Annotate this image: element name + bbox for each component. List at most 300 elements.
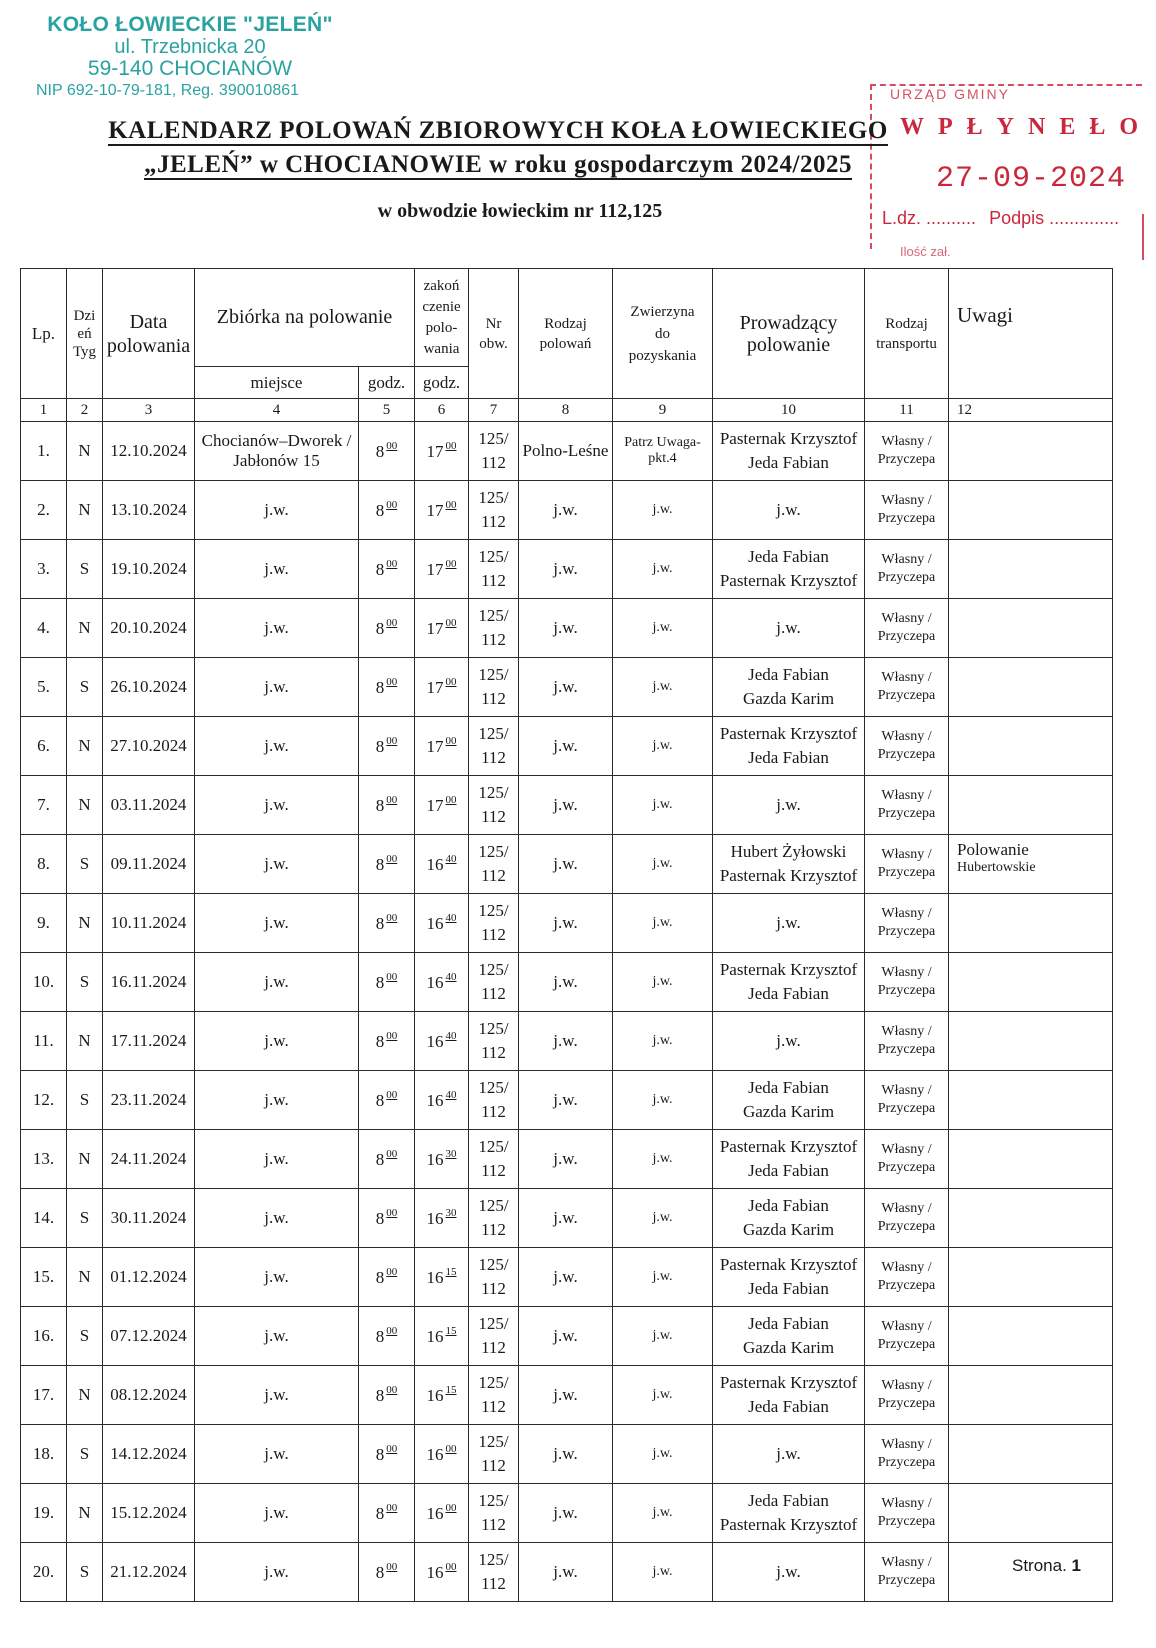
row-date: 15.12.2024: [103, 1484, 195, 1543]
header-leader-l1: Prowadzący: [739, 311, 838, 334]
row-end-time-minutes: 00: [445, 1443, 457, 1455]
row-day: N: [67, 894, 103, 953]
row-district-b: 112: [481, 748, 506, 767]
document-subtitle: w obwodzie łowieckim nr 112,125: [377, 200, 663, 222]
row-start-time-minutes: 00: [386, 440, 398, 452]
header-end-l1: zakoń: [423, 277, 460, 294]
row-leader-1: Jeda Fabian: [748, 1196, 829, 1215]
header-date: [103, 269, 195, 399]
row-district: [469, 540, 519, 599]
header-transport-l1: Rodzaj: [885, 315, 928, 332]
header-date-l1: Data: [129, 310, 168, 333]
row-kind: j.w.: [519, 1071, 613, 1130]
row-district: [469, 1130, 519, 1189]
row-start-time-hour: 8: [375, 619, 385, 638]
row-district-b: 112: [481, 1338, 506, 1357]
row-district: [469, 1425, 519, 1484]
col-number: 9: [613, 399, 713, 422]
header-notes: Uwagi: [949, 269, 1113, 399]
row-lp: 7.: [21, 776, 67, 835]
row-start-time: [359, 1071, 415, 1130]
row-start-time: [359, 717, 415, 776]
row-end-time-minutes: 00: [445, 440, 457, 452]
row-end-time: [415, 894, 469, 953]
row-district-a: 125/: [478, 1373, 509, 1392]
row-lp: 12.: [21, 1071, 67, 1130]
office-stamp-header: URZĄD GMINY: [890, 86, 1010, 102]
row-date: 03.11.2024: [103, 776, 195, 835]
row-end-time: [415, 717, 469, 776]
row-place: j.w.: [195, 1425, 359, 1484]
row-start-time: [359, 776, 415, 835]
row-district: [469, 422, 519, 481]
row-game: Patrz Uwaga- pkt.4: [613, 422, 713, 481]
row-district-a: 125/: [478, 1314, 509, 1333]
row-district-b: 112: [481, 689, 506, 708]
row-end-time-hour: 16: [426, 1327, 444, 1346]
row-end-time-hour: 17: [426, 737, 444, 756]
row-start-time-hour: 8: [375, 855, 385, 874]
row-date: 19.10.2024: [103, 540, 195, 599]
row-leader-2: Jeda Fabian: [748, 1279, 829, 1298]
row-start-time-minutes: 00: [386, 558, 398, 570]
row-date: 09.11.2024: [103, 835, 195, 894]
club-stamp: [36, 13, 340, 102]
row-notes: [949, 540, 1113, 599]
row-district: [469, 1248, 519, 1307]
row-district-b: 112: [481, 1397, 506, 1416]
header-day: [67, 269, 103, 399]
header-transport-l2: transportu: [876, 335, 937, 352]
row-kind: j.w.: [519, 1189, 613, 1248]
row-end-time-minutes: 00: [445, 1561, 457, 1573]
row-notes: [949, 1189, 1113, 1248]
row-leader-1: j.w.: [776, 795, 801, 814]
row-kind: j.w.: [519, 1248, 613, 1307]
table-row: [21, 1130, 1113, 1189]
row-start-time-minutes: 00: [386, 617, 398, 629]
row-leader: [713, 717, 865, 776]
row-notes: [949, 1012, 1113, 1071]
row-end-time-hour: 16: [426, 973, 444, 992]
row-place: j.w.: [195, 1248, 359, 1307]
row-end-time-hour: 16: [426, 1268, 444, 1287]
row-transport: Własny / Przyczepa: [865, 599, 949, 658]
row-district-a: 125/: [478, 1432, 509, 1451]
row-game: j.w.: [613, 1248, 713, 1307]
row-notes: [949, 599, 1113, 658]
header-game-l2: do: [655, 325, 670, 342]
row-end-time-hour: 17: [426, 678, 444, 697]
row-place: j.w.: [195, 835, 359, 894]
row-district: [469, 658, 519, 717]
row-start-time-hour: 8: [375, 1445, 385, 1464]
row-district-b: 112: [481, 1279, 506, 1298]
row-notes: [949, 776, 1113, 835]
row-end-time: [415, 1366, 469, 1425]
table-row: [21, 835, 1113, 894]
row-transport: Własny / Przyczepa: [865, 1366, 949, 1425]
row-place: j.w.: [195, 1071, 359, 1130]
row-transport: Własny / Przyczepa: [865, 1071, 949, 1130]
row-lp: 1.: [21, 422, 67, 481]
row-district-b: 112: [481, 1515, 506, 1534]
header-kind: [519, 269, 613, 399]
row-lp: 2.: [21, 481, 67, 540]
row-game: j.w.: [613, 717, 713, 776]
row-end-time-minutes: 30: [445, 1207, 457, 1219]
col-number: 10: [713, 399, 865, 422]
row-end-time-minutes: 40: [445, 912, 457, 924]
row-end-time: [415, 1130, 469, 1189]
table-row: [21, 1425, 1113, 1484]
row-kind: j.w.: [519, 1307, 613, 1366]
title-line-2: „JELEŃ” w CHOCIANOWIE w roku gospodarczym 2024/2025: [144, 151, 852, 178]
col-number: 5: [359, 399, 415, 422]
row-district-b: 112: [481, 1161, 506, 1180]
header-lp: Lp.: [21, 269, 67, 399]
row-leader-1: Jeda Fabian: [748, 1078, 829, 1097]
row-notes: [949, 1248, 1113, 1307]
row-kind: j.w.: [519, 481, 613, 540]
row-notes: [949, 953, 1113, 1012]
row-day: N: [67, 1248, 103, 1307]
header-kind-l1: Rodzaj: [544, 315, 587, 332]
row-lp: 17.: [21, 1366, 67, 1425]
row-start-time-hour: 8: [375, 1327, 385, 1346]
row-start-time-minutes: 00: [386, 794, 398, 806]
row-game: j.w.: [613, 658, 713, 717]
row-leader: [713, 540, 865, 599]
row-lp: 5.: [21, 658, 67, 717]
row-end-time-minutes: 30: [445, 1148, 457, 1160]
row-notes-2: Hubertowskie: [957, 860, 1036, 875]
header-end-l2: czenie: [422, 298, 461, 315]
row-leader-2: Gazda Karim: [742, 1102, 835, 1121]
header-game-l3: pozyskania: [628, 347, 697, 364]
row-end-time: [415, 1012, 469, 1071]
row-lp: 19.: [21, 1484, 67, 1543]
row-notes: [949, 658, 1113, 717]
row-end-time-minutes: 00: [445, 676, 457, 688]
table-row: [21, 1248, 1113, 1307]
row-district: [469, 481, 519, 540]
header-game: [613, 269, 713, 399]
row-game: j.w.: [613, 540, 713, 599]
row-date: 14.12.2024: [103, 1425, 195, 1484]
row-game: j.w.: [613, 953, 713, 1012]
row-leader-1: j.w.: [776, 1562, 801, 1581]
club-stamp-city: 59-140 CHOCIANÓW: [87, 57, 293, 80]
table-row: [21, 1012, 1113, 1071]
row-leader: [713, 894, 865, 953]
row-end-time: [415, 953, 469, 1012]
header-day-l1: Dzi: [73, 307, 96, 324]
row-notes: [949, 422, 1113, 481]
row-start-time: [359, 599, 415, 658]
table-row: [21, 717, 1113, 776]
row-leader-1: Jeda Fabian: [748, 1491, 829, 1510]
schedule-rows: [21, 422, 1113, 1602]
row-end-time-hour: 17: [426, 619, 444, 638]
row-district: [469, 1189, 519, 1248]
header-game-l1: Zwierzyna: [630, 303, 695, 320]
header-date-l2: polowania: [106, 334, 191, 357]
row-district-b: 112: [481, 925, 506, 944]
row-end-time-minutes: 00: [445, 558, 457, 570]
row-district-b: 112: [481, 807, 506, 826]
row-start-time: [359, 1248, 415, 1307]
row-day: N: [67, 1366, 103, 1425]
row-end-time: [415, 1071, 469, 1130]
header-end-hour: godz.: [415, 367, 469, 399]
row-day: S: [67, 835, 103, 894]
row-district: [469, 1307, 519, 1366]
table-row: [21, 1189, 1113, 1248]
row-leader: [713, 1189, 865, 1248]
row-district-a: 125/: [478, 1019, 509, 1038]
row-start-time-hour: 8: [375, 1209, 385, 1228]
header-leader-l2: polowanie: [746, 333, 831, 356]
row-transport: Własny / Przyczepa: [865, 776, 949, 835]
row-lp: 16.: [21, 1307, 67, 1366]
row-district-a: 125/: [478, 606, 509, 625]
row-kind: j.w.: [519, 894, 613, 953]
table-row: [21, 776, 1113, 835]
row-end-time-hour: 17: [426, 560, 444, 579]
row-kind: j.w.: [519, 1366, 613, 1425]
row-leader-2: Pasternak Krzysztof: [719, 866, 858, 885]
row-kind: j.w.: [519, 1425, 613, 1484]
row-start-time: [359, 1484, 415, 1543]
row-lp: 18.: [21, 1425, 67, 1484]
row-place: j.w.: [195, 481, 359, 540]
row-end-time-hour: 16: [426, 1445, 444, 1464]
row-leader-2: Jeda Fabian: [748, 748, 829, 767]
row-leader-1: j.w.: [776, 500, 801, 519]
row-place: j.w.: [195, 599, 359, 658]
row-leader-1: j.w.: [776, 913, 801, 932]
row-lp: 4.: [21, 599, 67, 658]
row-leader: [713, 481, 865, 540]
row-day: S: [67, 540, 103, 599]
row-start-time-minutes: 00: [386, 1089, 398, 1101]
row-leader: [713, 1071, 865, 1130]
row-transport: Własny / Przyczepa: [865, 953, 949, 1012]
row-transport: Własny / Przyczepa: [865, 481, 949, 540]
row-leader-1: Pasternak Krzysztof: [719, 1137, 858, 1156]
row-notes: [949, 835, 1113, 894]
row-end-time-hour: 16: [426, 1563, 444, 1582]
row-end-time: [415, 422, 469, 481]
row-date: 27.10.2024: [103, 717, 195, 776]
row-day: S: [67, 658, 103, 717]
row-day: N: [67, 599, 103, 658]
row-end-time-minutes: 40: [445, 1089, 457, 1101]
col-number: 11: [865, 399, 949, 422]
row-date: 12.10.2024: [103, 422, 195, 481]
stamp-border-right: [1142, 214, 1144, 260]
row-end-time-hour: 16: [426, 1032, 444, 1051]
row-start-time-minutes: 00: [386, 1561, 398, 1573]
row-lp: 10.: [21, 953, 67, 1012]
col-number: 8: [519, 399, 613, 422]
row-leader-1: Pasternak Krzysztof: [719, 960, 858, 979]
row-district-b: 112: [481, 1220, 506, 1239]
row-district-a: 125/: [478, 665, 509, 684]
header-nr: [469, 269, 519, 399]
row-leader-2: Jeda Fabian: [748, 453, 829, 472]
office-stamp-date: 27-09-2024: [936, 162, 1127, 196]
row-notes: [949, 1425, 1113, 1484]
row-start-time-minutes: 00: [386, 676, 398, 688]
row-district-b: 112: [481, 1456, 506, 1475]
club-stamp-nip: NIP 692-10-79-181, Reg. 390010861: [36, 82, 300, 99]
row-leader-1: j.w.: [776, 1444, 801, 1463]
row-leader: [713, 1543, 865, 1602]
row-kind: j.w.: [519, 658, 613, 717]
row-date: 07.12.2024: [103, 1307, 195, 1366]
row-transport: Własny / Przyczepa: [865, 1130, 949, 1189]
col-number: 6: [415, 399, 469, 422]
row-start-time-hour: 8: [375, 1386, 385, 1405]
row-end-time: [415, 1425, 469, 1484]
row-transport: Własny / Przyczepa: [865, 422, 949, 481]
row-end-time-minutes: 00: [445, 617, 457, 629]
row-start-time: [359, 1543, 415, 1602]
row-district: [469, 1366, 519, 1425]
row-start-time-hour: 8: [375, 1563, 385, 1582]
row-date: 20.10.2024: [103, 599, 195, 658]
row-game: j.w.: [613, 1484, 713, 1543]
row-end-time-hour: 17: [426, 442, 444, 461]
row-day: S: [67, 1307, 103, 1366]
row-start-time-minutes: 00: [386, 1443, 398, 1455]
title-line-1: KALENDARZ POLOWAŃ ZBIOROWYCH KOŁA ŁOWIECKIEGO: [108, 117, 888, 144]
row-day: N: [67, 776, 103, 835]
row-lp: 14.: [21, 1189, 67, 1248]
row-start-time-hour: 8: [375, 501, 385, 520]
row-district-a: 125/: [478, 1196, 509, 1215]
row-start-time-minutes: 00: [386, 1502, 398, 1514]
row-end-time-hour: 17: [426, 796, 444, 815]
row-start-time-hour: 8: [375, 560, 385, 579]
col-number: 2: [67, 399, 103, 422]
row-kind: j.w.: [519, 540, 613, 599]
row-start-time: [359, 1307, 415, 1366]
row-district-b: 112: [481, 630, 506, 649]
row-lp: 11.: [21, 1012, 67, 1071]
row-notes: [949, 481, 1113, 540]
row-start-time-minutes: 00: [386, 1148, 398, 1160]
row-end-time: [415, 481, 469, 540]
row-district-a: 125/: [478, 901, 509, 920]
row-day: N: [67, 717, 103, 776]
row-start-time-minutes: 00: [386, 1384, 398, 1396]
row-end-time-minutes: 40: [445, 971, 457, 983]
row-start-time: [359, 1366, 415, 1425]
table-row: [21, 658, 1113, 717]
page-number-value: 1: [1071, 1556, 1082, 1575]
row-district-a: 125/: [478, 1491, 509, 1510]
row-start-time: [359, 894, 415, 953]
row-leader: [713, 953, 865, 1012]
row-leader: [713, 1012, 865, 1071]
row-transport: Własny / Przyczepa: [865, 1012, 949, 1071]
row-game: j.w.: [613, 1366, 713, 1425]
row-district: [469, 1543, 519, 1602]
row-kind: j.w.: [519, 776, 613, 835]
row-kind: j.w.: [519, 599, 613, 658]
row-kind: j.w.: [519, 717, 613, 776]
row-start-time-hour: 8: [375, 1504, 385, 1523]
row-day: N: [67, 1130, 103, 1189]
row-start-time-hour: 8: [375, 1032, 385, 1051]
col-number: 3: [103, 399, 195, 422]
row-place: j.w.: [195, 1307, 359, 1366]
row-end-time: [415, 835, 469, 894]
row-end-time: [415, 540, 469, 599]
row-start-time-minutes: 00: [386, 1030, 398, 1042]
table-row: [21, 1307, 1113, 1366]
row-start-time: [359, 1425, 415, 1484]
row-date: 10.11.2024: [103, 894, 195, 953]
row-district: [469, 894, 519, 953]
row-notes: [949, 1130, 1113, 1189]
row-lp: 8.: [21, 835, 67, 894]
header-day-l3: Tyg: [72, 343, 97, 360]
row-leader: [713, 1248, 865, 1307]
header-row: [21, 269, 1113, 367]
row-game: j.w.: [613, 1071, 713, 1130]
row-leader: [713, 1425, 865, 1484]
office-stamp-received: WPŁYNEŁO: [900, 114, 1153, 140]
row-leader-2: Gazda Karim: [742, 689, 835, 708]
row-leader-1: Pasternak Krzysztof: [719, 1255, 858, 1274]
row-district-a: 125/: [478, 547, 509, 566]
row-kind: j.w.: [519, 1012, 613, 1071]
row-date: 16.11.2024: [103, 953, 195, 1012]
row-date: 08.12.2024: [103, 1366, 195, 1425]
row-leader: [713, 658, 865, 717]
row-place: j.w.: [195, 953, 359, 1012]
hunting-schedule-table: [20, 268, 1113, 1602]
row-notes: [949, 1366, 1113, 1425]
row-district-b: 112: [481, 1102, 506, 1121]
office-stamp-loz: L.dz. ..........: [882, 208, 977, 228]
row-date: 24.11.2024: [103, 1130, 195, 1189]
row-transport: Własny / Przyczepa: [865, 1307, 949, 1366]
row-leader-2: Jeda Fabian: [748, 1161, 829, 1180]
row-date: 13.10.2024: [103, 481, 195, 540]
row-kind: j.w.: [519, 1484, 613, 1543]
row-district-b: 112: [481, 866, 506, 885]
row-place: j.w.: [195, 1484, 359, 1543]
row-transport: Własny / Przyczepa: [865, 658, 949, 717]
row-game: j.w.: [613, 1130, 713, 1189]
row-district: [469, 599, 519, 658]
row-lp: 15.: [21, 1248, 67, 1307]
row-leader-2: Gazda Karim: [742, 1220, 835, 1239]
row-date: 17.11.2024: [103, 1012, 195, 1071]
row-start-time: [359, 953, 415, 1012]
row-start-time-hour: 8: [375, 914, 385, 933]
row-transport: Własny / Przyczepa: [865, 1189, 949, 1248]
row-game: j.w.: [613, 1012, 713, 1071]
row-start-time: [359, 481, 415, 540]
header-day-l2: eń: [77, 325, 92, 342]
row-end-time-minutes: 15: [445, 1325, 457, 1337]
